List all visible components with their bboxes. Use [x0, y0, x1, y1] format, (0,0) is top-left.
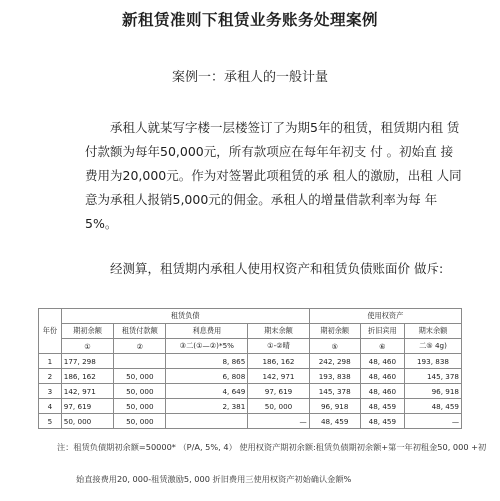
table-cell: 242, 298 — [309, 354, 360, 369]
table-row — [39, 399, 462, 414]
table-note-line-1: 注：租赁负债期初余额=50000* （P/A, 5%, 4） 使用权资产期初余额:租赁负债期初余额+第一年初租金50, 000 +初 — [57, 442, 487, 452]
table-cell: 2, 381 — [166, 399, 248, 414]
calculation-intro-paragraph: 经测算，租赁期内承租人使用权资产和租赁负债账面价 做斥: — [110, 261, 444, 276]
table-cell: 50, 000 — [61, 414, 114, 429]
table-cell: — — [404, 414, 461, 429]
table-cell: 48, 459 — [404, 399, 461, 414]
table-group-header-row — [39, 309, 462, 324]
table-column-header-row — [39, 324, 462, 339]
year-cell: 3 — [39, 384, 62, 399]
table-row — [39, 414, 462, 429]
formula-cell: 二⑤ 4g) — [404, 339, 461, 354]
table-cell — [114, 354, 166, 369]
column-header: 期初余额 — [61, 324, 114, 339]
column-header: 期初余额 — [309, 324, 360, 339]
table-cell: 145, 378 — [309, 384, 360, 399]
table-cell: 97, 619 — [61, 399, 114, 414]
table-cell: 48, 459 — [309, 414, 360, 429]
case-description-paragraph: 承租人就某写字楼一层楼签订了为期5年的租赁，租赁期内租 赁付款额为每年50,000元，所有款项应在每年年初支 付 。初始直 接费用为20,000元。作为对签署此项租赁的承 租人的激励，出租 人同意为承租人报销5,000元的佣金。承租人的增量借款利率为每 年5%。 — [85, 120, 462, 231]
column-header: 期末余额 — [248, 324, 309, 339]
table-cell: 186, 162 — [61, 369, 114, 384]
year-cell: 5 — [39, 414, 62, 429]
year-header: 年份 — [39, 309, 62, 354]
formula-cell: ⑥ — [360, 339, 404, 354]
table-cell: 50, 000 — [114, 384, 166, 399]
table-cell: 50, 000 — [114, 414, 166, 429]
table-cell: 145, 378 — [404, 369, 461, 384]
lease-schedule-table — [38, 308, 462, 429]
table-cell: 97, 619 — [248, 384, 309, 399]
table-row — [39, 354, 462, 369]
table-cell: 96, 918 — [404, 384, 461, 399]
asset-group-header: 使用权资产 — [309, 309, 461, 324]
year-cell: 2 — [39, 369, 62, 384]
formula-cell: ①-②晴 — [248, 339, 309, 354]
table-cell: 50, 000 — [114, 369, 166, 384]
table-cell: 193, 838 — [309, 369, 360, 384]
table-cell: 48, 459 — [360, 399, 404, 414]
table-cell: 142, 971 — [248, 369, 309, 384]
table-cell: 193, 838 — [404, 354, 461, 369]
table-cell: 4, 649 — [166, 384, 248, 399]
table-cell: 48, 460 — [360, 384, 404, 399]
table-cell: 8, 865 — [166, 354, 248, 369]
formula-cell: ③二(①—②)*5% — [166, 339, 248, 354]
table-cell: 48, 460 — [360, 354, 404, 369]
formula-cell: ⑤ — [309, 339, 360, 354]
table-cell: 142, 971 — [61, 384, 114, 399]
table-formula-row — [39, 339, 462, 354]
formula-cell: ① — [61, 339, 114, 354]
column-header: 利息费用 — [166, 324, 248, 339]
table-row — [39, 369, 462, 384]
table-cell: 186, 162 — [248, 354, 309, 369]
formula-cell: ② — [114, 339, 166, 354]
year-cell: 4 — [39, 399, 62, 414]
case-title: 案例一：承租人的一般计量 — [171, 70, 328, 85]
liability-group-header: 租赁负债 — [61, 309, 309, 324]
year-cell: 1 — [39, 354, 62, 369]
table-cell: 177, 298 — [61, 354, 114, 369]
column-header: 期末余额 — [404, 324, 461, 339]
table-cell — [166, 414, 248, 429]
table-cell: 6, 808 — [166, 369, 248, 384]
table-cell: 50, 000 — [114, 399, 166, 414]
table-cell: 96, 918 — [309, 399, 360, 414]
table-note-line-2: 始直接费用20, 000-租赁激励5, 000 折旧费用三使用权资产初始确认金额% — [76, 474, 352, 484]
table-cell: 48, 459 — [360, 414, 404, 429]
document-title: 新租赁准则下租赁业务账务处理案例 — [121, 11, 378, 29]
table-cell: — — [248, 414, 309, 429]
table-row — [39, 384, 462, 399]
table-cell: 48, 460 — [360, 369, 404, 384]
table-cell: 50, 000 — [248, 399, 309, 414]
column-header: 租赁付款额 — [114, 324, 166, 339]
column-header: 折旧宾用 — [360, 324, 404, 339]
